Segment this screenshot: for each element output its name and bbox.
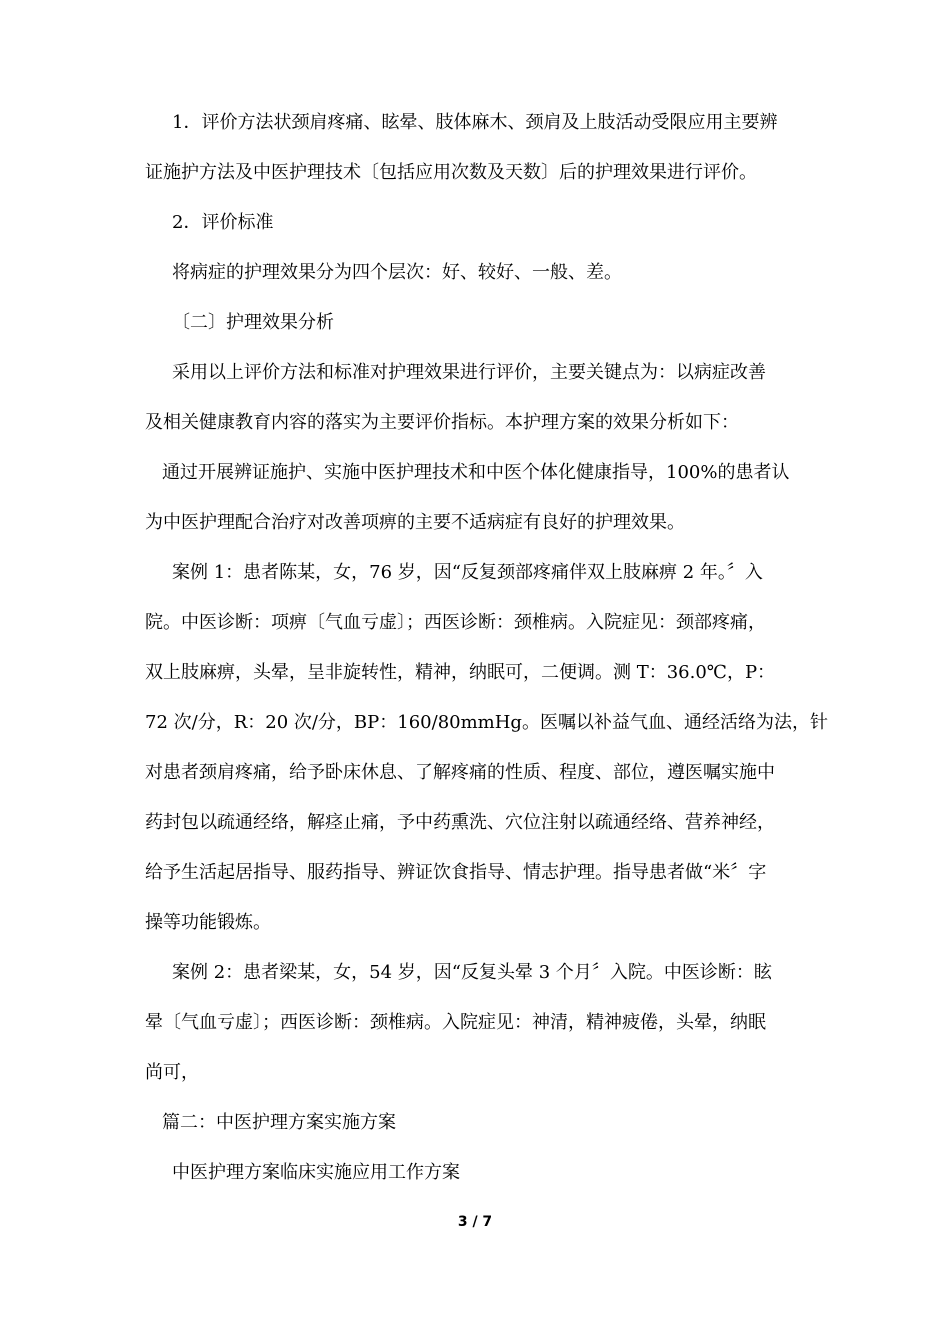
paragraph-line: 药封包以疏通经络，解痉止痛，予中药熏洗、穴位注射以疏通经络、营养神经， [145,812,775,833]
section-heading: 篇二：中医护理方案实施方案 [162,1112,396,1133]
section-heading: 〔二〕护理效果分析 [172,312,334,333]
section-heading: 中医护理方案临床实施应用工作方案 [172,1162,460,1183]
paragraph-line: 操等功能锻炼。 [145,912,271,933]
paragraph-line: 案例 1：患者陈某，女，76 岁，因“反复颈部疼痛伴双上肢麻痹 2 年。〞入 [172,562,763,583]
paragraph-line: 采用以上评价方法和标准对护理效果进行评价，主要关键点为：以病症改善 [172,362,766,383]
paragraph-line: 院。中医诊断：项痹〔气血亏虚〕；西医诊断：颈椎病。入院症见：颈部疼痛， [145,612,766,633]
page-number: 3 / 7 [457,1214,493,1230]
paragraph-line: 双上肢麻痹，头晕，呈非旋转性，精神，纳眠可，二便调。测 T：36.0℃，P： [145,662,776,683]
paragraph-line: 1．评价方法状颈肩疼痛、眩晕、肢体麻木、颈肩及上肢活动受限应用主要辨 [172,112,778,133]
paragraph-line: 将病症的护理效果分为四个层次：好、较好、一般、差。 [172,262,622,283]
paragraph-line: 给予生活起居指导、服药指导、辨证饮食指导、情志护理。指导患者做“米〞字 [145,862,767,883]
section-heading: 2．评价标准 [172,212,274,233]
paragraph-line: 对患者颈肩疼痛，给予卧床休息、了解疼痛的性质、程度、部位，遵医嘱实施中 [145,762,775,783]
paragraph-line: 晕〔气血亏虚〕；西医诊断：颈椎病。入院症见：神清，精神疲倦，头晕，纳眠 [145,1012,766,1033]
paragraph-line: 案例 2：患者梁某，女，54 岁，因“反复头晕 3 个月〞入院。中医诊断：眩 [172,962,772,983]
paragraph-line: 72 次/分，R：20 次/分，BP：160/80mmHg。医嘱以补益气血、通经活络为法，针 [145,712,828,733]
paragraph-line: 及相关健康教育内容的落实为主要评价指标。本护理方案的效果分析如下： [145,412,739,433]
paragraph-line: 证施护方法及中医护理技术〔包括应用次数及天数〕后的护理效果进行评价。 [145,162,757,183]
paragraph-line: 通过开展辨证施护、实施中医护理技术和中医个体化健康指导，100%的患者认 [162,462,790,483]
paragraph-line: 为中医护理配合治疗对改善项痹的主要不适病症有良好的护理效果。 [145,512,685,533]
paragraph-line: 尚可， [145,1062,199,1083]
